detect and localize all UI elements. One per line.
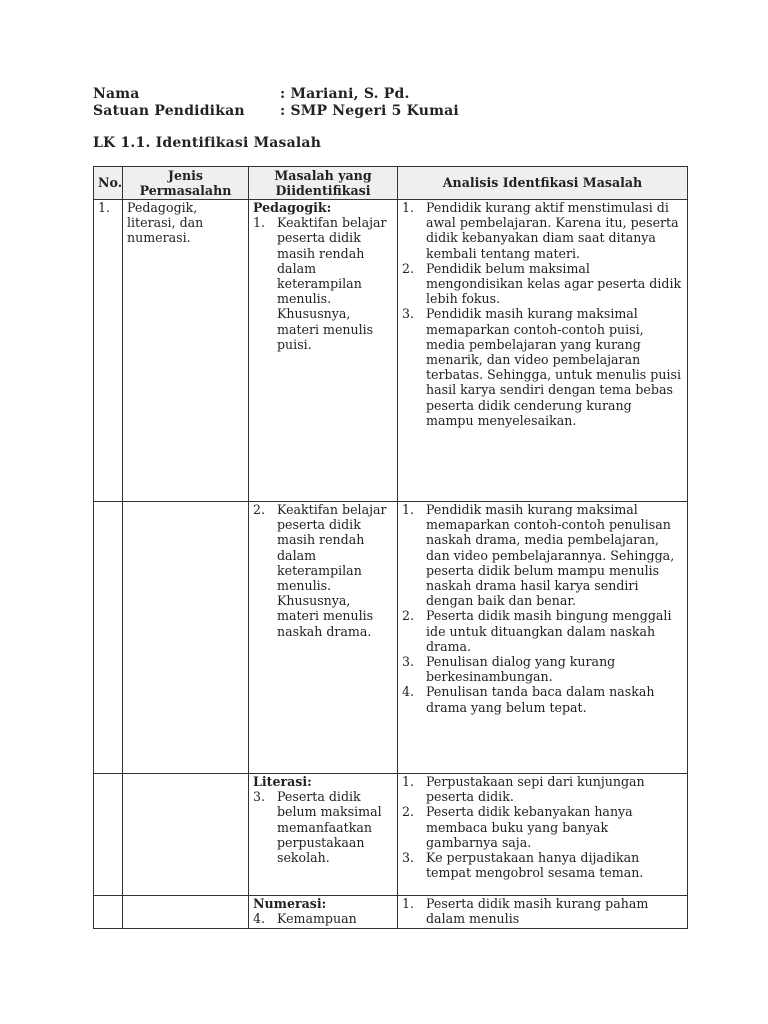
row4-no [94,896,123,929]
satuan-label: Satuan Pendidikan [93,103,245,119]
row3-analisis-item-2: 2. Peserta didik kebanyakan hanya membaca buku yang banyak gambarnya saja. [402,804,633,850]
satuan-value: : SMP Negeri 5 Kumai [280,103,459,119]
row4-analisis [398,896,688,929]
row2-masalah-item: 2. Keaktifan belajar peserta didik masih rendah dalam keterampilan menulis. Khususnya, materi menulis naskah drama. [253,502,387,639]
row1-analisis-item-2: 2. Pendidik belum maksimal mengondisikan kelas agar peserta didik lebih fokus. [402,260,682,307]
row2-no [94,502,123,774]
row1-analisis [398,200,688,502]
row1-masalah-item: 1. Keaktifan belajar peserta didik masih rendah dalam keterampilan menulis. Khususnya, materi menulis puisi. [253,215,387,352]
row3-analisis-item-3: 3. Ke perpustakaan hanya dijadikan tempat mengobrol sesama teman. [402,850,644,881]
table-row [94,896,688,929]
row3-no [94,774,123,896]
row3-category: Literasi: [253,774,312,789]
table-row [94,774,688,896]
row2-analisis-item-2: 2. Peserta didik masih bingung menggali ide untuk dituangkan dalam naskah drama. [402,608,672,654]
table-row [94,502,688,774]
row3-analisis-item-1: 1. Perpustakaan sepi dari kunjungan peserta didik. [402,774,645,805]
section-title: LK 1.1. Identifikasi Masalah [93,135,322,151]
nama-label: Nama [93,86,140,102]
row2-analisis-item-4: 4. Penulisan tanda baca dalam naskah drama yang belum tepat. [402,684,655,715]
row1-category: Pedagogik: [253,200,332,215]
header-no: No. [94,167,123,200]
row3-masalah-item: 3. Peserta didik belum maksimal memanfaatkan perpustakaan sekolah. [253,789,382,866]
row2-jenis [123,502,249,774]
row1-no: 1. [94,200,123,502]
row4-category: Numerasi: [253,896,327,911]
row4-masalah [249,896,398,929]
row1-jenis: Pedagogik, literasi, dan numerasi. [123,200,249,502]
row3-masalah [249,774,398,896]
row3-analisis [398,774,688,896]
row2-analisis-item-1: 1. Pendidik masih kurang maksimal memaparkan contoh-contoh penulisan naskah drama, media pembelajaran, dan video pembelajarannya. Sehingga, peserta didik belum mampu menulis naskah drama hasil karya sendiri dengan baik dan benar. [402,502,675,609]
table-header-row [94,167,688,200]
row1-analisis-item-1: 1. Pendidik kurang aktif menstimulasi di awal pembelajaran. Karena itu, peserta didik kebanyakan diam saat ditanya kembali tentang materi. [402,200,679,261]
satuan-line [93,103,459,119]
row2-analisis [398,502,688,774]
row1-masalah [249,200,398,502]
header-jenis: Jenis Permasalahn [123,167,249,200]
header-analisis: Analisis Identfikasi Masalah [398,167,688,200]
row2-masalah [249,502,398,774]
table-row [94,200,688,502]
row4-jenis [123,896,249,929]
row4-masalah-item: 4. Kemampuan [253,911,357,927]
row3-jenis [123,774,249,896]
row4-analisis-item-1: 1. Peserta didik masih kurang paham dalam menulis [402,896,649,927]
nama-line [93,86,410,102]
identification-table [93,166,688,929]
row1-analisis-item-3: 3. Pendidik masih kurang maksimal memaparkan contoh-contoh puisi, media pembelajaran yang kurang menarik, dan video pembelajaran terbatas. Sehingga, untuk menulis puisi hasil karya sendiri dengan tema bebas peserta didik cenderung kurang mampu menyelesaikan. [402,306,681,428]
header-masalah: Masalah yang Diidentifikasi [249,167,398,200]
nama-value: : Mariani, S. Pd. [280,86,410,102]
row2-analisis-item-3: 3. Penulisan dialog yang kurang berkesinambungan. [402,654,616,685]
